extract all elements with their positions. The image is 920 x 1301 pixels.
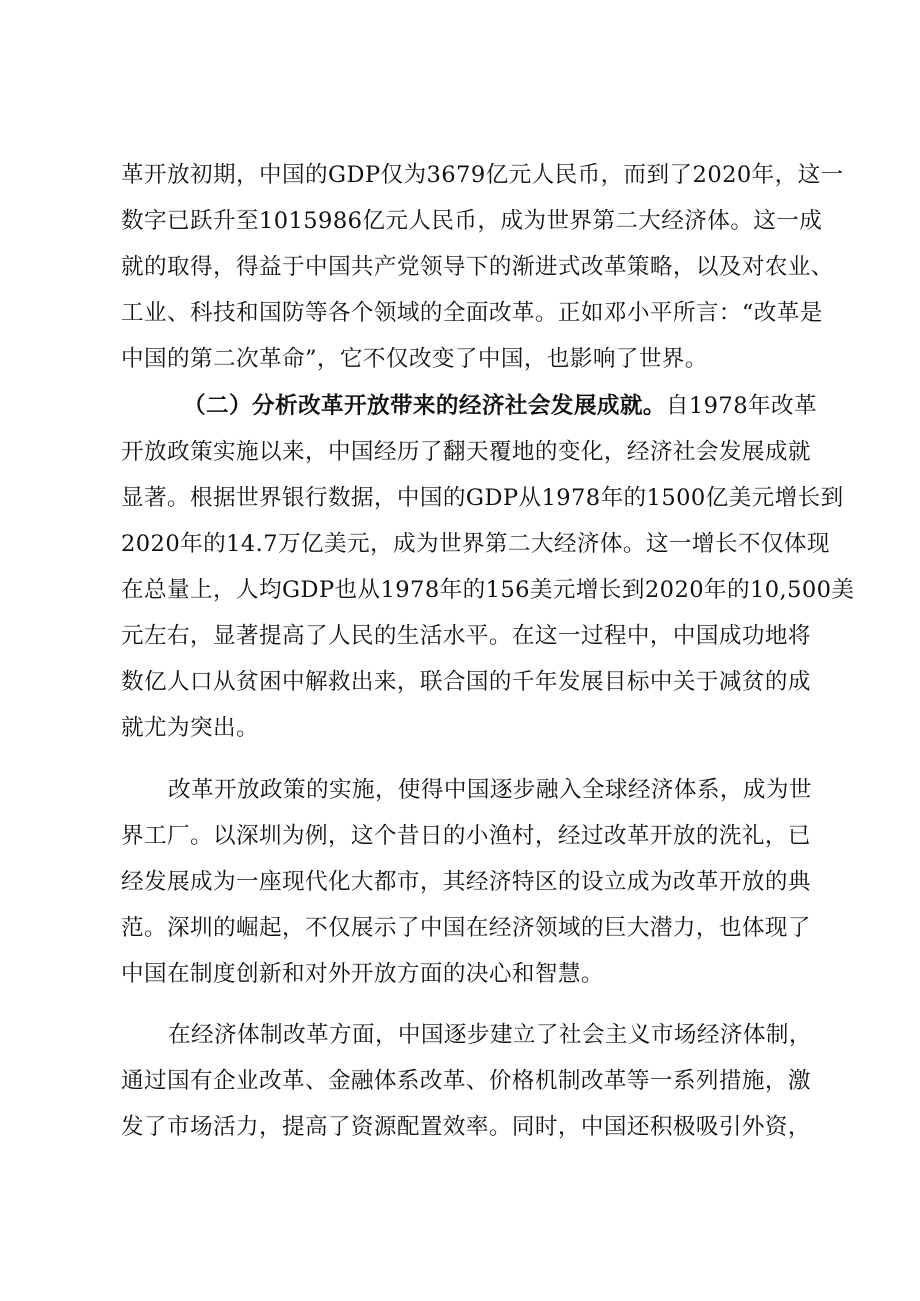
body-line: 数亿人口从贫困中解救出来，联合国的千年发展目标中关于减贫的成 <box>121 669 811 695</box>
body-line: 经发展成为一座现代化大都市，其经济特区的设立成为改革开放的典 <box>121 869 811 895</box>
section-heading: （二）分析改革开放带来的经济社会发展成就。 <box>183 393 666 419</box>
body-line: 在经济体制改革方面，中国逐步建立了社会主义市场经济体制， <box>168 1022 812 1048</box>
heading-tail-text: 自1978年改革 <box>665 393 817 419</box>
body-line: 范。深圳的崛起，不仅展示了中国在经济领域的巨大潜力，也体现了 <box>121 915 811 941</box>
body-line: 2020年的14.7万亿美元，成为世界第二大经济体。这一增长不仅体现 <box>121 531 830 557</box>
body-line: 工业、科技和国防等各个领域的全面改革。正如邓小平所言：“改革是 <box>121 300 823 326</box>
body-line: 发了市场活力，提高了资源配置效率。同时，中国还积极吸引外资， <box>121 1114 811 1140</box>
body-line: 在总量上，人均GDP也从1978年的156美元增长到2020年的10,500美 <box>121 577 855 603</box>
body-line: 界工厂。以深圳为例，这个昔日的小渔村，经过改革开放的洗礼，已 <box>121 823 811 849</box>
body-line: 革开放初期，中国的GDP仅为3679亿元人民币，而到了2020年，这一 <box>121 162 844 188</box>
body-line: 显著。根据世界银行数据，中国的GDP从1978年的1500亿美元增长到 <box>121 485 844 511</box>
body-line: 中国在制度创新和对外开放方面的决心和智慧。 <box>121 961 604 987</box>
body-line: 开放政策实施以来，中国经历了翻天覆地的变化，经济社会发展成就 <box>121 439 811 465</box>
body-line: 就尤为突出。 <box>121 715 259 741</box>
section-heading-line <box>183 383 817 429</box>
body-line: 改革开放政策的实施，使得中国逐步融入全球经济体系，成为世 <box>168 777 812 803</box>
body-line: 就的取得，得益于中国共产党领导下的渐进式改革策略，以及对农业、 <box>121 254 834 280</box>
body-line: 中国的第二次革命”，它不仅改变了中国，也影响了世界。 <box>121 346 708 372</box>
body-line: 元左右，显著提高了人民的生活水平。在这一过程中，中国成功地将 <box>121 623 811 649</box>
body-line: 数字已跃升至1015986亿元人民币，成为世界第二大经济体。这一成 <box>121 208 823 234</box>
body-line: 通过国有企业改革、金融体系改革、价格机制改革等一系列措施，激 <box>121 1068 811 1094</box>
